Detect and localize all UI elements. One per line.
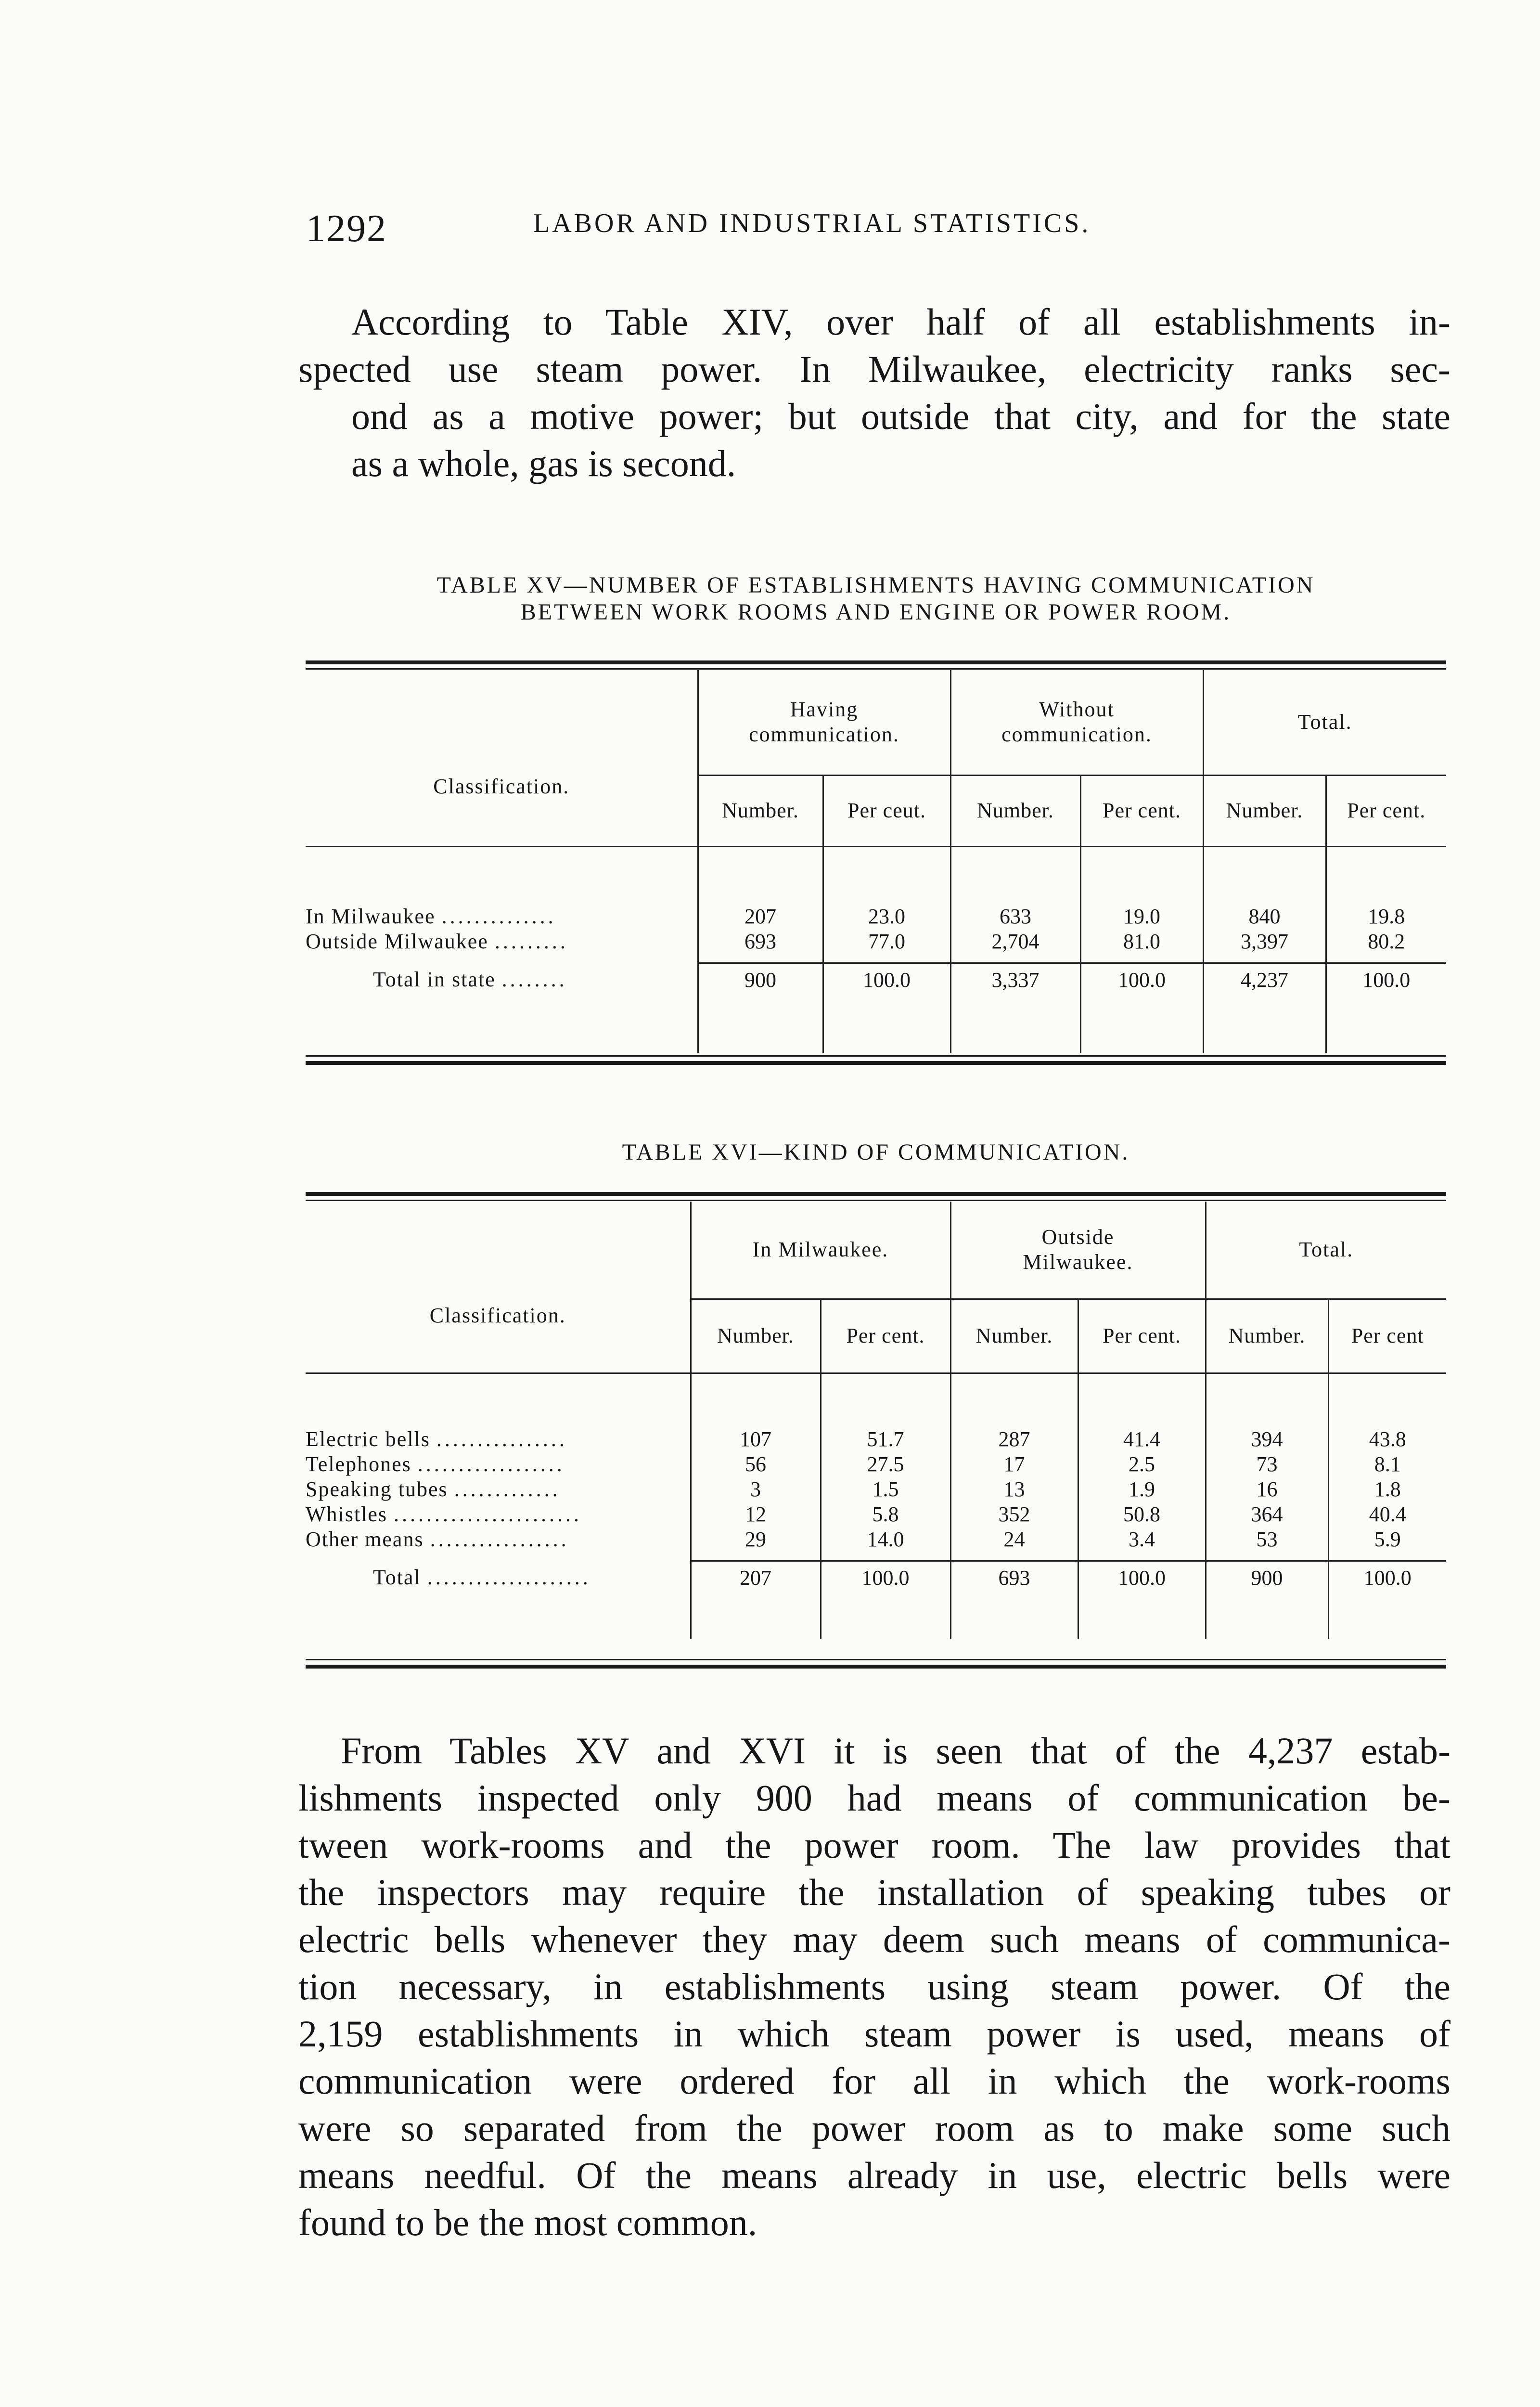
table-xv-spacer — [1080, 846, 1203, 904]
table-xvi-bottom-rule — [306, 1665, 1446, 1669]
table-cell: 100.0 — [1080, 963, 1203, 996]
table-cell: 394 — [1206, 1427, 1328, 1452]
table-xv-spacer — [698, 846, 823, 904]
table-cell: 207 — [691, 1561, 821, 1594]
table-xvi-spacer — [306, 1373, 691, 1427]
leader-dots: ......... — [494, 930, 568, 953]
table-cell: 41.4 — [1078, 1427, 1206, 1452]
table-xvi-title: TABLE XVI—KIND OF COMMUNICATION. — [622, 1139, 1130, 1165]
table-cell: 19.8 — [1326, 904, 1446, 929]
table-xv-group-having — [698, 670, 950, 775]
table-xvi-group-milwaukee — [691, 1202, 950, 1299]
running-head: LABOR AND INDUSTRIAL STATISTICS. — [533, 208, 1091, 238]
table-xvi-bottom-rule — [306, 1659, 1446, 1660]
text-line: communication were ordered for all in which the work-rooms — [298, 2060, 1450, 2102]
table-cell: 364 — [1206, 1502, 1328, 1527]
leader-dots: .............. — [441, 905, 556, 928]
table-cell: 352 — [950, 1502, 1078, 1527]
table-cell: 3,337 — [950, 963, 1080, 996]
table-xvi-group-outside — [950, 1202, 1206, 1299]
table-cell: 207 — [698, 904, 823, 929]
table-cell: 17 — [950, 1452, 1078, 1477]
table-xv-top-rule — [306, 668, 1446, 670]
leader-dots: ................. — [430, 1527, 569, 1551]
text-line: the inspectors may require the installation of speaking tubes or — [298, 1871, 1450, 1913]
group-header-line: Total. — [1299, 1238, 1354, 1262]
text-line: means needful. Of the means already in use, electric bells were — [298, 2154, 1450, 2196]
table-cell: 12 — [691, 1502, 821, 1527]
table-cell: 73 — [1206, 1452, 1328, 1477]
table-xvi-subheader: Per cent. — [821, 1299, 950, 1373]
table-total-row — [306, 1561, 1446, 1594]
table-cell: 19.0 — [1080, 904, 1203, 929]
text-line: 2,159 establishments in which steam power is used, means of — [298, 2013, 1450, 2055]
table-cell: 100.0 — [1328, 1561, 1446, 1594]
table-cell: 900 — [698, 963, 823, 996]
leader-dots: ........ — [501, 968, 567, 991]
table-cell: 2,704 — [950, 929, 1080, 954]
table-cell: 2.5 — [1078, 1452, 1206, 1477]
table-xvi-spacer — [950, 1373, 1078, 1427]
group-header-line: Milwaukee. — [1023, 1250, 1133, 1274]
table-xv-subheader: Per cent. — [1080, 775, 1203, 846]
group-header-line: communication. — [1001, 723, 1152, 747]
table-xv-spacer — [1326, 846, 1446, 904]
row-label: Total — [373, 1566, 421, 1589]
table-cell: 840 — [1203, 904, 1326, 929]
table-cell: 287 — [950, 1427, 1078, 1452]
table-cell: 100.0 — [1078, 1561, 1206, 1594]
table-row — [306, 904, 1446, 929]
row-label: Whistles — [306, 1502, 387, 1526]
page-number: 1292 — [306, 207, 387, 250]
table-total-row — [306, 963, 1446, 996]
table-xvi-subheader: Per cent. — [1078, 1299, 1206, 1373]
table-cell: 56 — [691, 1452, 821, 1477]
row-label: Total in state — [373, 968, 496, 991]
table-cell: 100.0 — [821, 1561, 950, 1594]
table-cell: 1.5 — [821, 1477, 950, 1502]
closing-paragraph — [298, 1727, 1450, 2246]
table-cell: 16 — [1206, 1477, 1328, 1502]
table-cell: 40.4 — [1328, 1502, 1446, 1527]
table-cell: 80.2 — [1326, 929, 1446, 954]
text-line: ond as a motive power; but outside that city, and for the state — [351, 395, 1450, 437]
table-row — [306, 1452, 1446, 1477]
table-cell: 8.1 — [1328, 1452, 1446, 1477]
table-xv-spacer — [306, 846, 698, 904]
table-cell: 693 — [950, 1561, 1078, 1594]
table-xv-spacer — [1203, 846, 1326, 904]
leader-dots: ................ — [436, 1427, 567, 1451]
table-xvi-spacer — [691, 1373, 821, 1427]
row-label: Telephones — [306, 1452, 411, 1476]
table-xvi-classification-header: Classification. — [429, 1304, 566, 1328]
text-line: From Tables XV and XVI it is seen that of the 4,237 estab- — [341, 1730, 1450, 1772]
table-cell: 1.9 — [1078, 1477, 1206, 1502]
table-xvi-spacer — [1206, 1373, 1328, 1427]
table-cell: 107 — [691, 1427, 821, 1452]
table-xvi-top-rule — [306, 1192, 1446, 1196]
text-line: tion necessary, in establishments using steam power. Of the — [298, 1966, 1450, 2007]
table-row — [306, 1477, 1446, 1502]
table-xvi-subheader: Number. — [691, 1299, 821, 1373]
table-cell: 13 — [950, 1477, 1078, 1502]
table-xvi-spacer — [1078, 1373, 1206, 1427]
row-label: Electric bells — [306, 1427, 430, 1451]
table-row — [306, 1427, 1446, 1452]
table-xvi-spacer — [821, 1373, 950, 1427]
table-xv-title-line: TABLE XV—NUMBER OF ESTABLISHMENTS HAVING COMMUNICATION — [436, 572, 1315, 598]
table-cell: 100.0 — [1326, 963, 1446, 996]
text-line: found to be the most common. — [298, 2201, 757, 2243]
table-xv-subheader: Per ceut. — [823, 775, 950, 846]
table-cell: 693 — [698, 929, 823, 954]
table-xv-bottom-rule — [306, 1061, 1446, 1065]
table-cell: 23.0 — [823, 904, 950, 929]
text-line: as a whole, gas is second. — [351, 442, 736, 484]
table-cell: 50.8 — [1078, 1502, 1206, 1527]
table-row — [306, 1502, 1446, 1527]
table-cell: 51.7 — [821, 1427, 950, 1452]
row-label: Other means — [306, 1527, 424, 1551]
table-cell: 3.4 — [1078, 1527, 1206, 1552]
text-line: tween work-rooms and the power room. The law provides that — [298, 1824, 1450, 1866]
table-xv-subheader: Per cent. — [1326, 775, 1446, 846]
table-xv-subheader: Number. — [950, 775, 1080, 846]
table-cell: 5.8 — [821, 1502, 950, 1527]
table-cell: 3 — [691, 1477, 821, 1502]
table-xvi-subheader: Number. — [1206, 1299, 1328, 1373]
table-row — [306, 929, 1446, 954]
table-cell: 4,237 — [1203, 963, 1326, 996]
table-xv-group-total — [1203, 670, 1446, 775]
table-xv-title — [298, 572, 1453, 626]
row-label: In Milwaukee — [306, 905, 436, 928]
row-label: Speaking tubes — [306, 1477, 448, 1501]
table-cell: 633 — [950, 904, 1080, 929]
leader-dots: .................. — [417, 1452, 565, 1476]
leader-dots: ............. — [454, 1477, 561, 1501]
table-xv-group-without — [950, 670, 1203, 775]
leader-dots: .................... — [427, 1566, 591, 1589]
group-header-line: Outside — [1041, 1225, 1115, 1249]
text-line: According to Table XIV, over half of all establishments in- — [351, 301, 1450, 343]
intro-paragraph — [298, 298, 1450, 487]
table-cell: 100.0 — [823, 963, 950, 996]
group-header-line: communication. — [749, 723, 899, 747]
text-line: lishments inspected only 900 had means of communication be- — [298, 1777, 1450, 1819]
table-cell: 27.5 — [821, 1452, 950, 1477]
table-xv-title-line: BETWEEN WORK ROOMS AND ENGINE OR POWER ROOM. — [520, 599, 1232, 625]
group-header-line: Total. — [1297, 710, 1352, 734]
text-line: electric bells whenever they may deem such means of communica- — [298, 1918, 1450, 1960]
table-xv-subheader: Number. — [698, 775, 823, 846]
table-cell: 14.0 — [821, 1527, 950, 1552]
table-cell: 43.8 — [1328, 1427, 1446, 1452]
table-xv-bottom-rule — [306, 1055, 1446, 1057]
text-line: were so separated from the power room as to make some such — [298, 2107, 1450, 2149]
table-cell: 53 — [1206, 1527, 1328, 1552]
table-cell: 5.9 — [1328, 1527, 1446, 1552]
table-xvi-subheader: Number. — [950, 1299, 1078, 1373]
group-header-line: In Milwaukee. — [752, 1238, 889, 1262]
table-cell: 24 — [950, 1527, 1078, 1552]
table-xv-subheader: Number. — [1203, 775, 1326, 846]
table-cell: 900 — [1206, 1561, 1328, 1594]
table-xv-spacer — [823, 846, 950, 904]
table-xv-top-rule — [306, 660, 1446, 664]
table-row — [306, 1527, 1446, 1552]
group-header-line: Without — [1039, 698, 1115, 722]
table-xv-classification-header: Classification. — [433, 775, 570, 799]
table-cell: 77.0 — [823, 929, 950, 954]
text-line: spected use steam power. In Milwaukee, electricity ranks sec- — [298, 348, 1450, 390]
row-label: Outside Milwaukee — [306, 930, 488, 953]
table-xv — [306, 670, 1446, 1053]
table-cell: 3,397 — [1203, 929, 1326, 954]
group-header-line: Having — [790, 698, 859, 722]
table-cell: 29 — [691, 1527, 821, 1552]
table-xvi-top-rule — [306, 1200, 1446, 1201]
table-xvi-subheader: Per cent — [1328, 1299, 1446, 1373]
table-cell: 81.0 — [1080, 929, 1203, 954]
table-cell: 1.8 — [1328, 1477, 1446, 1502]
table-xvi-group-total — [1206, 1202, 1446, 1299]
table-xv-spacer — [950, 846, 1080, 904]
table-xvi — [306, 1202, 1446, 1639]
leader-dots: ....................... — [393, 1502, 582, 1526]
table-xvi-spacer — [1328, 1373, 1446, 1427]
